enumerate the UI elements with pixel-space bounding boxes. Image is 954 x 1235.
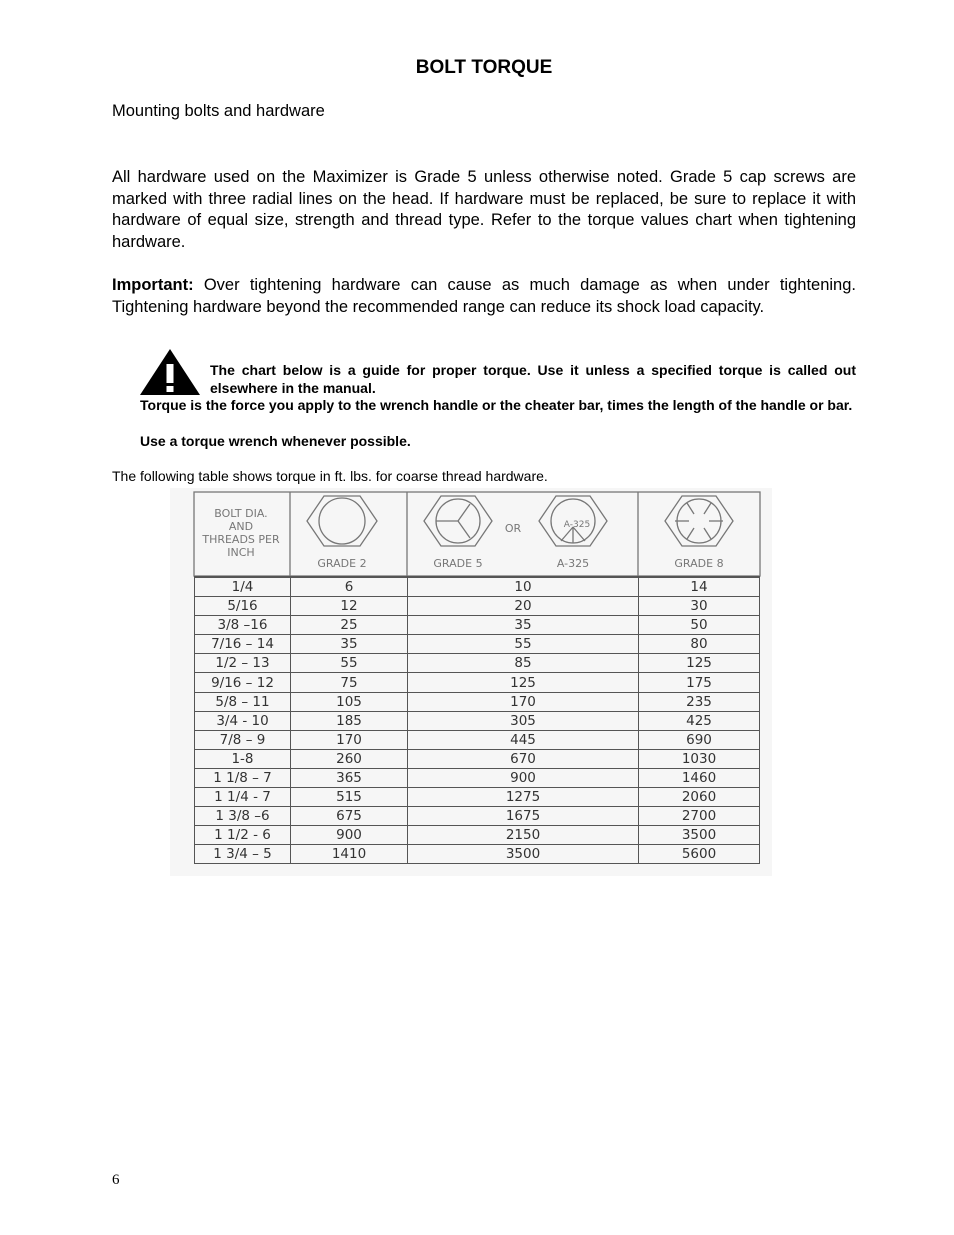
grade8-label: GRADE 8: [674, 557, 724, 570]
bolt-size-cell: 3/8 –16: [194, 616, 290, 634]
bolt-dia-label-2: AND: [228, 520, 254, 533]
bolt-size-cell: 1 1/2 - 6: [194, 826, 290, 844]
table-row: [194, 826, 760, 845]
grade8-torque-cell: 14: [638, 578, 760, 596]
grade2-torque-cell: 170: [290, 731, 407, 749]
warning-use-wrench: Use a torque wrench whenever possible.: [140, 433, 411, 449]
bolt-size-cell: 1/4: [194, 578, 290, 596]
grade5-torque-cell: 170: [407, 693, 638, 711]
grade2-torque-cell: 515: [290, 788, 407, 806]
table-row: [194, 597, 760, 616]
grade2-torque-cell: 25: [290, 616, 407, 634]
page-title: BOLT TORQUE: [415, 57, 553, 78]
table-row: [194, 693, 760, 712]
section-subtitle: Mounting bolts and hardware: [112, 102, 325, 120]
grade8-torque-cell: 125: [638, 654, 760, 672]
grade5-torque-cell: 900: [407, 769, 638, 787]
table-row: [194, 769, 760, 788]
grade2-bolt-head-icon: [307, 496, 377, 546]
a325-head-mark: A-325: [563, 520, 591, 530]
table-row: [194, 654, 760, 673]
hardware-paragraph: All hardware used on the Maximizer is Grade 5 unless otherwise noted. Grade 5 cap screws are marked with three radial lines on the head. If hardware must be replaced, be sure to replace it with hardware of equal size, strength and thread type. Refer to the torque values chart when tightening hardware.: [112, 168, 856, 251]
table-header: [170, 488, 772, 578]
grade2-torque-cell: 75: [290, 673, 407, 691]
bolt-size-cell: 5/16: [194, 597, 290, 615]
grade2-torque-cell: 260: [290, 750, 407, 768]
grade8-torque-cell: 2060: [638, 788, 760, 806]
grade5-torque-cell: 20: [407, 597, 638, 615]
grade8-torque-cell: 5600: [638, 845, 760, 863]
table-row: [194, 578, 760, 597]
bolt-size-cell: 3/4 - 10: [194, 712, 290, 730]
bolt-size-cell: 7/8 – 9: [194, 731, 290, 749]
or-label: OR: [504, 522, 522, 535]
bolt-size-cell: 5/8 – 11: [194, 693, 290, 711]
a325-label: A-325: [556, 557, 590, 570]
grade5-bolt-head-icon: [424, 496, 492, 546]
grade5-torque-cell: 125: [407, 673, 638, 691]
torque-values-grid: [194, 576, 760, 864]
grade8-torque-cell: 1030: [638, 750, 760, 768]
grade2-label: GRADE 2: [317, 557, 367, 570]
table-row: [194, 731, 760, 750]
grade8-torque-cell: 30: [638, 597, 760, 615]
table-row: [194, 673, 760, 692]
bolt-size-cell: 1 1/8 – 7: [194, 769, 290, 787]
grade5-torque-cell: 85: [407, 654, 638, 672]
grade5-torque-cell: 10: [407, 578, 638, 596]
important-text: Over tightening hardware can cause as much damage as when under tightening. Tightening hardware beyond the recommended range can reduce its shock load capacity.: [112, 276, 856, 316]
grade2-torque-cell: 365: [290, 769, 407, 787]
grade2-torque-cell: 185: [290, 712, 407, 730]
grade8-torque-cell: 235: [638, 693, 760, 711]
warning-guide-text: The chart below is a guide for proper torque. Use it unless a specified torque is called out elsewhere in the manual.: [210, 362, 856, 396]
bolt-dia-label-4: INCH: [227, 546, 255, 559]
grade5-label: GRADE 5: [433, 557, 483, 570]
grade5-torque-cell: 55: [407, 635, 638, 653]
grade8-torque-cell: 50: [638, 616, 760, 634]
torque-table: [170, 488, 772, 876]
table-row: [194, 845, 760, 864]
table-row: [194, 635, 760, 654]
grade5-torque-cell: 670: [407, 750, 638, 768]
important-label: Important:: [112, 276, 194, 294]
bolt-size-cell: 1-8: [194, 750, 290, 768]
table-row: [194, 788, 760, 807]
grade2-torque-cell: 6: [290, 578, 407, 596]
table-row: [194, 750, 760, 769]
warning-torque-definition: Torque is the force you apply to the wrench handle or the cheater bar, times the length of the handle or bar.: [140, 397, 853, 413]
grade8-torque-cell: 3500: [638, 826, 760, 844]
grade2-torque-cell: 900: [290, 826, 407, 844]
grade2-torque-cell: 1410: [290, 845, 407, 863]
grade5-torque-cell: 1275: [407, 788, 638, 806]
bolt-size-cell: 9/16 – 12: [194, 673, 290, 691]
grade8-torque-cell: 80: [638, 635, 760, 653]
table-caption: The following table shows torque in ft. lbs. for coarse thread hardware.: [112, 468, 548, 484]
grade8-torque-cell: 425: [638, 712, 760, 730]
bolt-size-cell: 1 1/4 - 7: [194, 788, 290, 806]
grade5-torque-cell: 1675: [407, 807, 638, 825]
grade2-torque-cell: 55: [290, 654, 407, 672]
grade2-torque-cell: 105: [290, 693, 407, 711]
bolt-size-cell: 1 3/8 –6: [194, 807, 290, 825]
grade2-torque-cell: 675: [290, 807, 407, 825]
grade8-torque-cell: 2700: [638, 807, 760, 825]
grade5-torque-cell: 3500: [407, 845, 638, 863]
bolt-size-cell: 7/16 – 14: [194, 635, 290, 653]
bolt-dia-label-3: THREADS PER: [202, 533, 280, 546]
page-number: 6: [112, 1172, 120, 1188]
grade2-torque-cell: 12: [290, 597, 407, 615]
important-paragraph: [112, 275, 856, 318]
table-row: [194, 807, 760, 826]
grade5-torque-cell: 35: [407, 616, 638, 634]
table-row: [194, 712, 760, 731]
grade5-torque-cell: 445: [407, 731, 638, 749]
grade8-bolt-head-icon: [665, 496, 733, 546]
warning-triangle-icon: [139, 348, 201, 396]
grade8-torque-cell: 1460: [638, 769, 760, 787]
table-row: [194, 616, 760, 635]
grade5-torque-cell: 305: [407, 712, 638, 730]
grade5-torque-cell: 2150: [407, 826, 638, 844]
grade8-torque-cell: 175: [638, 673, 760, 691]
grade8-torque-cell: 690: [638, 731, 760, 749]
bolt-dia-label-1: BOLT DIA.: [214, 507, 268, 520]
bolt-size-cell: 1 3/4 – 5: [194, 845, 290, 863]
bolt-size-cell: 1/2 – 13: [194, 654, 290, 672]
grade2-torque-cell: 35: [290, 635, 407, 653]
